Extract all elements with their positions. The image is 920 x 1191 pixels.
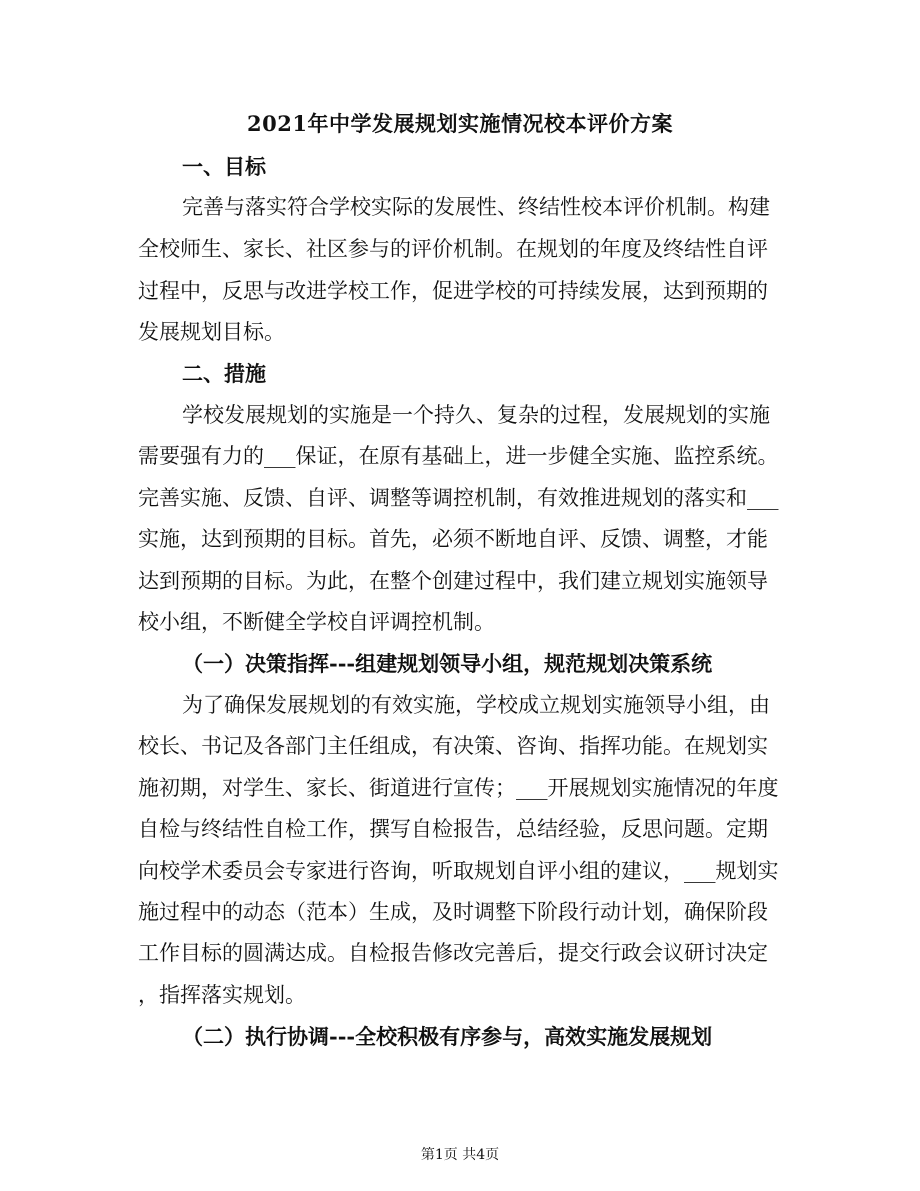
paragraph-line: 完善实施、反馈、自评、调整等调控机制，有效推进规划的落实和___	[138, 486, 779, 510]
paragraph-line: 工作目标的圆满达成。自检报告修改完善后，提交行政会议研讨决定	[138, 941, 768, 965]
subsection-heading-decision: （一）决策指挥---组建规划领导小组，规范规划决策系统	[182, 651, 713, 676]
page-footer: 第1页 共4页	[420, 1147, 500, 1163]
paragraph-line: 向校学术委员会专家进行咨询，听取规划自评小组的建议，___规划实	[138, 859, 779, 883]
paragraph-line: 过程中，反思与改进学校工作，促进学校的可持续发展，达到预期的	[138, 279, 768, 303]
paragraph-line: 需要强有力的___保证，在原有基础上，进一步健全实施、监控系统。	[138, 444, 779, 468]
section-heading-measures: 二、措施	[182, 361, 266, 386]
paragraph-line: 达到预期的目标。为此，在整个创建过程中，我们建立规划实施领导	[138, 569, 768, 593]
paragraph-line: 自检与终结性自检工作，撰写自检报告，总结经验，反思问题。定期	[138, 817, 768, 841]
paragraph-line: 校长、书记及各部门主任组成，有决策、咨询、指挥功能。在规划实	[138, 734, 768, 758]
subsection-heading-execution: （二）执行协调---全校积极有序参与，高效实施发展规划	[182, 1024, 713, 1049]
section-heading-goal: 一、目标	[182, 154, 266, 179]
paragraph-line: 为了确保发展规划的有效实施，学校成立规划实施领导小组，由	[182, 693, 770, 717]
paragraph-line: 实施，达到预期的目标。首先，必须不断地自评、反馈、调整，才能	[138, 527, 768, 551]
paragraph-line: 完善与落实符合学校实际的发展性、终结性校本评价机制。构建	[182, 195, 770, 219]
paragraph-line: 校小组，不断健全学校自评调控机制。	[138, 610, 495, 634]
paragraph-line: 学校发展规划的实施是一个持久、复杂的过程，发展规划的实施	[182, 403, 770, 427]
paragraph-line: 发展规划目标。	[138, 320, 285, 344]
paragraph-line: 全校师生、家长、社区参与的评价机制。在规划的年度及终结性自评	[138, 237, 768, 261]
paragraph-line: 施初期，对学生、家长、街道进行宣传；___开展规划实施情况的年度	[138, 776, 779, 800]
document-title: 2021年中学发展规划实施情况校本评价方案	[247, 111, 673, 136]
paragraph-line: 施过程中的动态（范本）生成，及时调整下阶段行动计划，确保阶段	[138, 900, 768, 924]
paragraph-line: ，指挥落实规划。	[138, 983, 306, 1007]
